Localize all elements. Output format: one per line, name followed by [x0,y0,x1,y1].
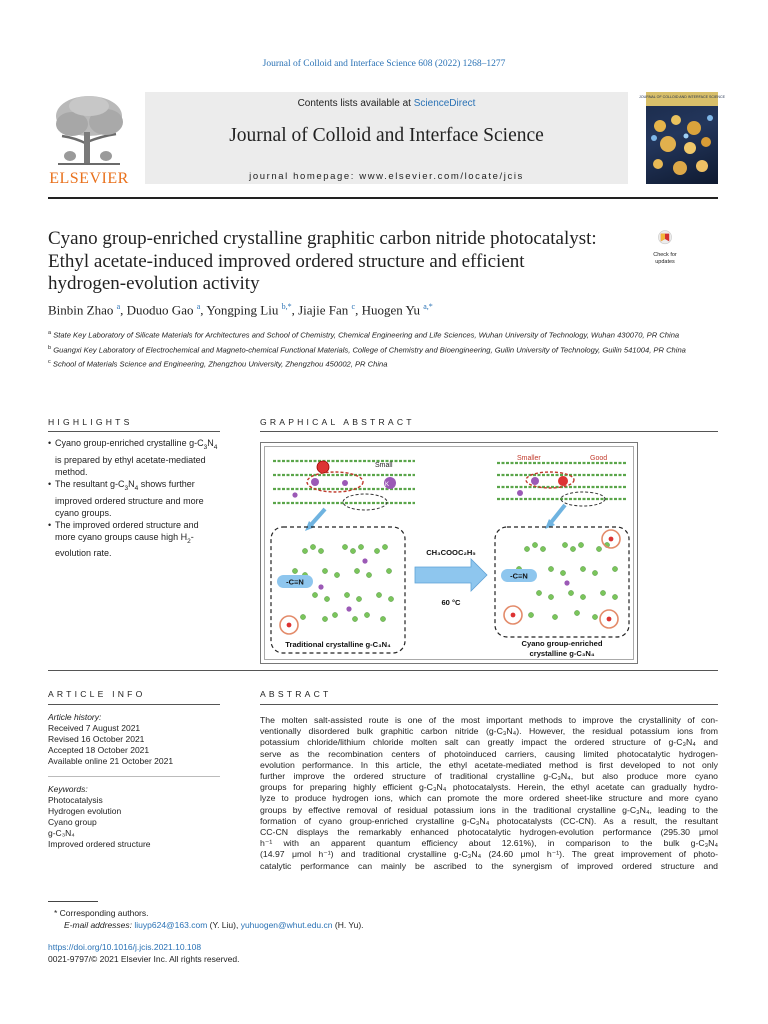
highlight-item: • The resultant $g-C_3N_4$ shows further improved ordered structure and more cyano groups. [48,478,220,519]
elsevier-wordmark: ELSEVIER [49,170,129,187]
keywords-label: Keywords: [48,784,88,794]
author-name[interactable]: Huogen Yu [361,302,420,318]
article-title [48,228,638,296]
abstract-line: groups by effective removal of residual potassium ions in the traditional crystalline g-C₃N₄, leading to the [260,804,718,815]
highlights-rule [48,431,220,432]
affiliation-item [48,328,718,341]
author-name[interactable]: Yongping Liu [206,302,279,318]
article-meta [48,941,448,965]
cyano-label-left: -C≡N [286,577,304,587]
left-layer-chains [273,461,415,510]
keyword-item: Improved ordered structure [48,839,151,849]
cyano-label-right: -C≡N [510,571,528,581]
keywords-block [48,784,220,850]
right-layer-chains [497,455,627,506]
footnotes [48,907,448,931]
keywords-rule [48,776,220,777]
abstract-line: (14.97 μmol h⁻¹) and traditional crystalline g-C₃N₄ (24.60 μmol h⁻¹). The great improvement of photo- [260,849,718,860]
keyword-item: Photocatalysis [48,795,103,805]
title-line-2: Ethyl acetate-induced improved ordered structure and efficient [48,250,525,272]
abstract-line: CC-CN displays the remarkably enhanced photocatalytic hydrogen-evolution performance (295.30 μmol [260,827,718,838]
author-name[interactable]: Duoduo Gao [126,302,194,318]
keyword-item: g-C₃N₄ [48,828,75,838]
abstract-line: potassium chloride/lithium chloride molten salt can greatly impact the ordered structure of g-C₃N₄ and [260,737,718,748]
caption-traditional: Traditional crystalline g-C₃N₄ [285,640,391,649]
author-name[interactable]: Binbin Zhao [48,302,114,318]
masthead-rule [48,197,718,199]
abstract-line: catalytic performance can mainly be ascribed to the synergism of improved ordered structure and [260,860,718,871]
graphical-abstract-canvas [264,446,634,660]
keyword-item: Cyano group [48,817,97,827]
abstract-body [260,715,718,872]
copyright-line: 0021-9797/© 2021 Elsevier Inc. All rights reserved. [48,954,240,964]
caption-enriched-line1: Cyano group-enriched [521,639,603,648]
abstract-rule [260,704,718,705]
abstract-line: The molten salt-assisted route is one of the most important methods to improve the crystallinity of con- [260,715,718,725]
temperature-label: 60 °C [441,598,461,607]
affiliation-text: School of Materials Science and Engineering, Zhengzhou University, Zhengzhou 450002, PR China [52,359,388,369]
article-info-rule [48,704,220,705]
history-accepted: Accepted 18 October 2021 [48,745,150,755]
journal-cover-thumbnail[interactable] [639,92,725,184]
section-divider [48,670,718,671]
history-label: Article history: [48,712,102,722]
affiliation-text: Guangxi Key Laboratory of Electrochemical and Magneto-chemical Functional Materials, College of Chemistry and Bioengineering, Guilin University of Technology, Guilin 541004, PR China [53,345,686,355]
affiliation-item [48,357,718,370]
title-line-1: Cyano group-enriched crystalline graphitic carbon nitride photocatalyst: [48,228,597,249]
abstract-line: further improve the ordered structure of traditional crystalline g-C₃N₄, but also produce more cyano [260,771,718,782]
highlight-item: • The improved ordered structure and more cyano groups cause high $H_2$-evolution rate. [48,519,220,560]
history-revised: Revised 16 October 2021 [48,734,145,744]
label-good: Good [590,455,608,462]
graphical-abstract-figure[interactable] [260,442,638,664]
affiliations [48,328,718,372]
highlight-item: • Cyano group-enriched crystalline $g-C_3N_4$ is prepared by ethyl acetate-mediated method. [48,437,220,478]
abstract-line: h⁻¹ with an apparent quantum efficiency about 12.61%), in comparison to the bulk g-C₃N₄ [260,838,718,849]
author-affiliation-mark[interactable]: a [116,302,121,311]
email-addresses [48,919,448,931]
article-info-heading: ARTICLE INFO [48,689,146,699]
title-line-3: hydrogen-evolution activity [48,273,260,294]
check-for-updates-icon[interactable] [645,230,685,254]
author-name[interactable]: Jiajie Fan [298,302,349,318]
author-affiliation-mark[interactable]: c [351,302,356,311]
graphical-abstract-rule [260,431,718,432]
journal-name: Journal of Colloid and Interface Science [229,125,544,146]
abstract-line: formation of cyano group-enriched crystalline g-C₃N₄ photocatalysts (CC-CN). As a result, the resultant [260,815,718,826]
author-list: Binbin Zhao $^a$, Duoduo Gao $^a$, Yongping Liu $^{b,*}$, Jiajie Fan $^c$, Huogen Yu $^{a,*}$ [48,302,433,318]
email-link-yu[interactable]: yuhuogen@whut.edu.cn [240,920,333,930]
keyword-item: Hydrogen evolution [48,806,122,816]
highlights-heading: HIGHLIGHTS [48,417,133,427]
graphical-abstract-diagram [265,447,635,661]
graphical-abstract-heading: GRAPHICAL ABSTRACT [260,417,415,427]
abstract-line: groups for preparing highly efficient g-C₃N₄ photocatalysts. Herein, the ethyl acetate can gradually hydro- [260,782,718,793]
email-label: E-mail addresses: [64,920,135,930]
contents-line [145,98,628,109]
author-affiliation-mark[interactable]: b,* [281,302,292,311]
journal-citation-link[interactable]: Journal of Colloid and Interface Science 608 (2022) 1268–1277 [262,59,506,69]
journal-banner [145,92,628,184]
affiliation-mark: c [48,359,51,366]
caption-enriched-line2: crystalline g-C₃N₄ [529,649,595,658]
elsevier-logo [48,92,130,187]
abstract-heading: ABSTRACT [260,689,332,699]
elsevier-tree-icon [50,92,128,166]
cover-art-image [639,92,725,184]
doi-link[interactable]: https://doi.org/10.1016/j.jcis.2021.10.108 [48,942,202,952]
label-k: K [384,482,390,488]
abstract-line: lyze to produce hydrogen ions, which can promote the more ordered sheet-like structure and more cyano [260,793,718,804]
contents-prefix: Contents lists available at [297,98,414,109]
history-online: Available online 21 October 2021 [48,756,174,766]
cover-title-text: JOURNAL OF COLLOID AND INTERFACE SCIENCE [639,95,725,99]
sciencedirect-link[interactable]: ScienceDirect [413,98,476,109]
label-smaller: Smaller [517,455,541,462]
email-link-liu[interactable]: liuyp624@163.com [134,920,208,930]
reaction-arrow-icon [415,559,487,591]
email-owner-liu: (Y. Liu), [207,920,241,930]
highlights-list [48,437,220,559]
affiliation-mark: a [48,330,52,336]
masthead [48,86,725,188]
abstract-line: serve as the recombination centers of photoinduced carriers, causing limited photocatalytic hydrogen- [260,748,718,759]
affiliation-item [48,343,718,356]
history-received: Received 7 August 2021 [48,723,141,733]
journal-homepage-link[interactable]: journal homepage: www.elsevier.com/locate/jcis [249,171,524,182]
email-owner-yu: (H. Yu). [332,920,364,930]
check-for-updates-label[interactable]: Check for updates [653,252,677,265]
article-history [48,712,220,767]
affiliation-mark: b [48,344,52,351]
abstract-line: evolution performance. In this article, the ethyl acetate-mediated method is first developed to not only [260,759,718,770]
label-small: Small [375,462,393,469]
author-affiliation-mark[interactable]: a [196,302,201,311]
footnote-rule [48,901,98,902]
abstract-line: ventionally disordered bulk graphitic carbon nitride (g-C₃N₄). However, the residual potassium ions from [260,726,718,737]
reagent-label: CH₃COOC₂H₅ [426,548,476,557]
corresponding-authors-note: * Corresponding authors. [54,908,149,918]
affiliation-text: State Key Laboratory of Silicate Materials for Architectures and School of Chemistry, Chemical Engineering and Life Sciences, Wuhan University of Technology, Wuhan 430070, PR China [53,330,680,340]
author-affiliation-mark[interactable]: a,* [423,302,433,311]
